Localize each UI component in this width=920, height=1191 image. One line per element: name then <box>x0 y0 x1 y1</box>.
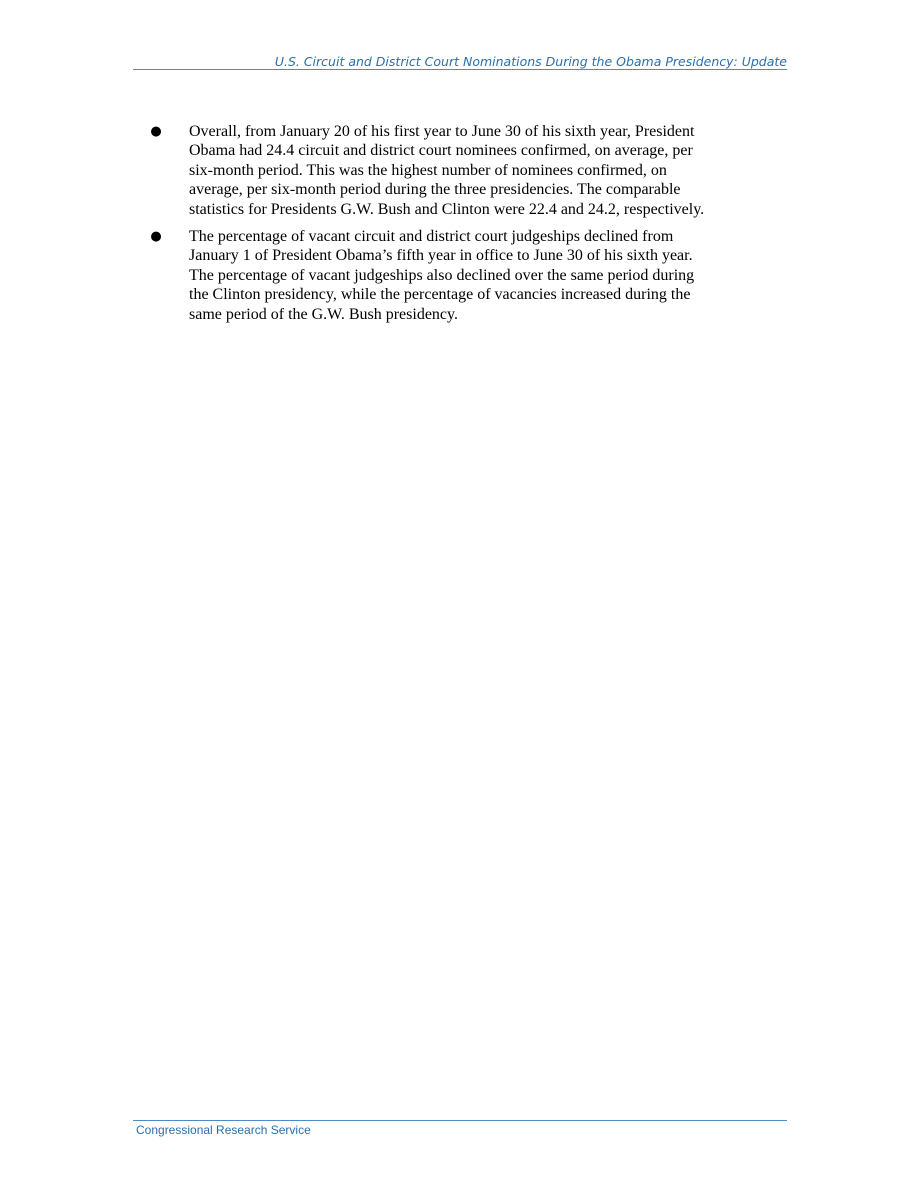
bullet-line: The percentage of vacant judgeships also declined over the same period during <box>189 266 695 284</box>
running-header-title: U.S. Circuit and District Court Nominations During the Obama Presidency: Update <box>274 54 787 69</box>
bullet-line: The percentage of vacant circuit and district court judgeships declined from <box>189 228 674 246</box>
bullet-line: Overall, from January 20 of his first year to June 30 of his sixth year, President <box>189 123 695 140</box>
bullet-item <box>149 122 739 219</box>
bullet-list <box>149 122 739 332</box>
header-rule <box>133 69 787 70</box>
bullet-dot-icon: ● <box>150 229 162 245</box>
bullet-line: Obama had 24.4 circuit and district court nominees confirmed, on average, per <box>189 142 693 160</box>
bullet-line: same period of the G.W. Bush presidency. <box>189 305 458 323</box>
bullet-line: the Clinton presidency, while the percentage of vacancies increased during the <box>189 286 691 304</box>
bullet-line: statistics for Presidents G.W. Bush and Clinton were 22.4 and 24.2, respectively. <box>189 200 705 218</box>
footer-organization: Congressional Research Service <box>136 1123 311 1137</box>
bullet-item <box>149 227 739 324</box>
bullet-line: six-month period. This was the highest number of nominees confirmed, on <box>189 161 667 179</box>
bullet-dot-icon: ● <box>150 124 162 139</box>
footer-rule <box>133 1120 787 1121</box>
bullet-line: average, per six-month period during the three presidencies. The comparable <box>189 181 681 199</box>
bullet-line: January 1 of President Obama’s fifth year in office to June 30 of his sixth year. <box>189 247 693 265</box>
